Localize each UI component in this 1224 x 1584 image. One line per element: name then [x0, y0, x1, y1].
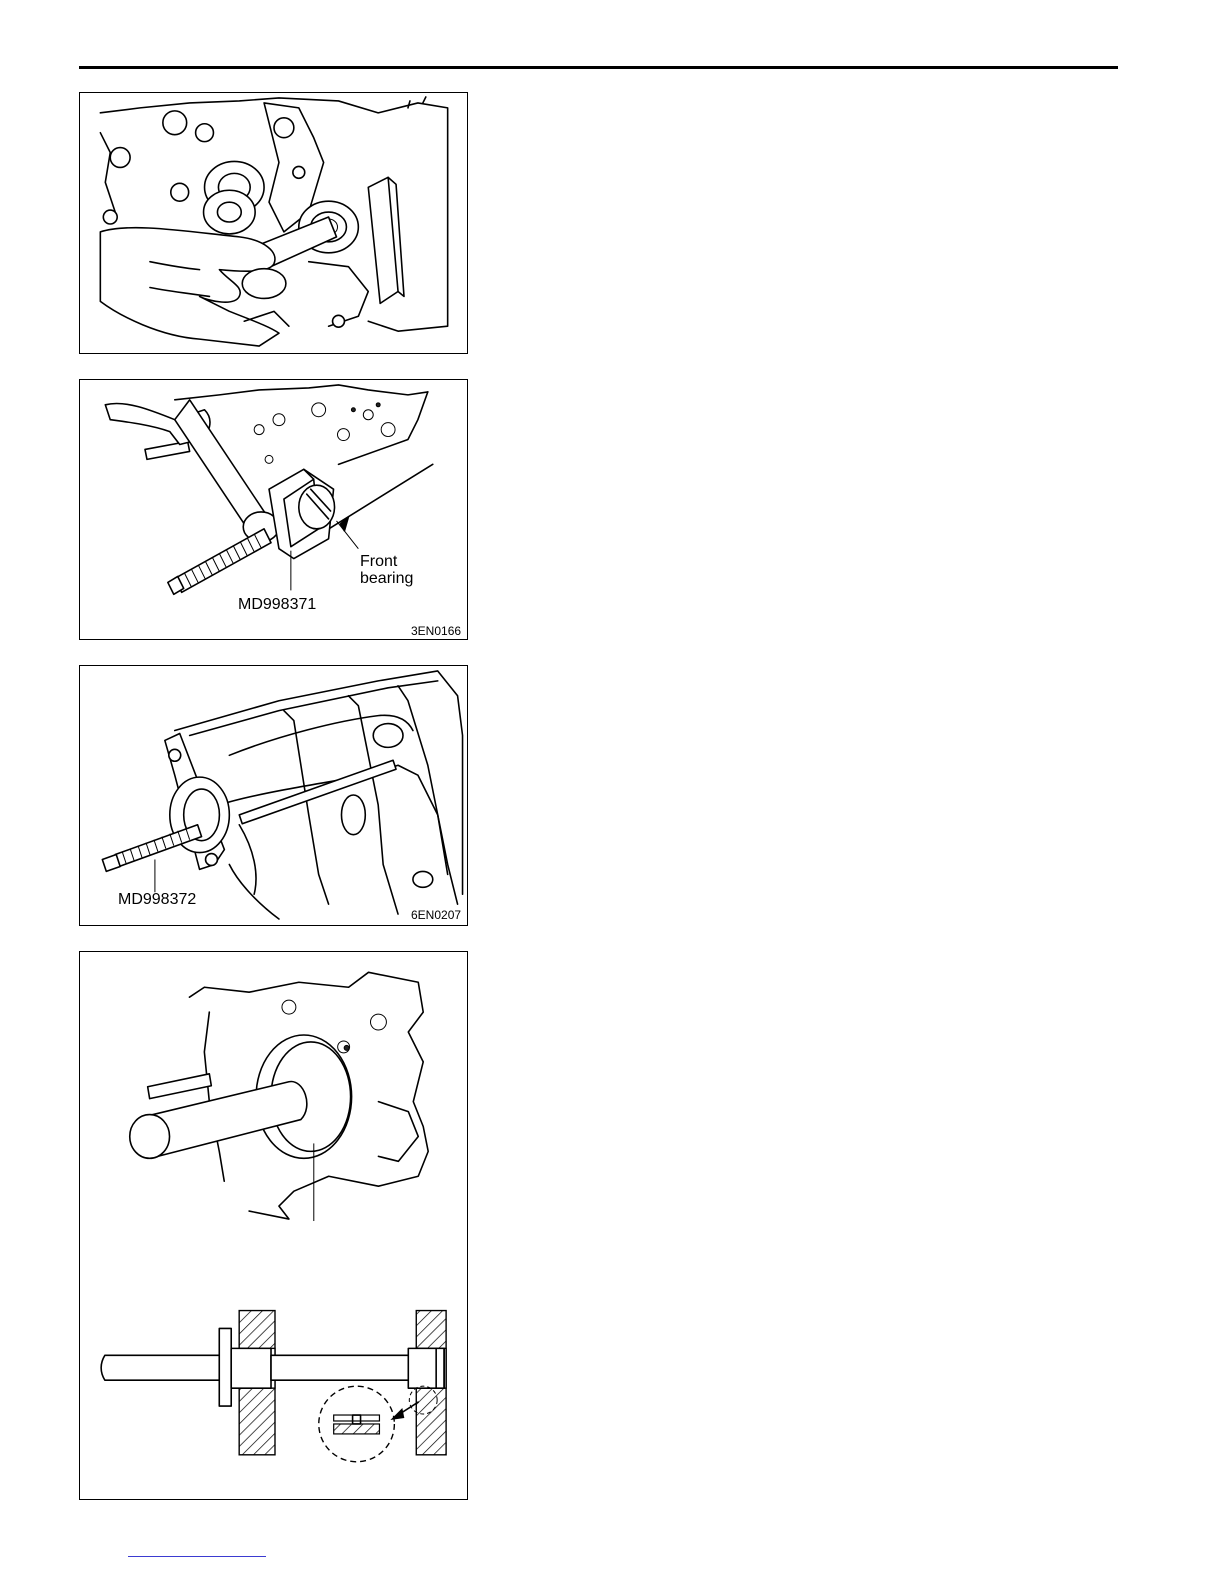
label-tool-md998372: MD998372: [118, 891, 197, 908]
header-rule: [79, 66, 1118, 69]
label-front-bearing: Front bearing: [360, 553, 414, 587]
figure-1-hand-installing-bearing-puller: [79, 92, 468, 354]
figure-code: 3EN0166: [411, 624, 462, 638]
footer-link-underline[interactable]: [128, 1556, 266, 1557]
figure-2-front-bearing-removal: [79, 379, 468, 640]
label-tool-md998371: MD998371: [238, 596, 317, 613]
figure-3-illustration: [80, 666, 467, 925]
figure-4-illustration: [80, 952, 467, 1499]
figure-code: 6EN0207: [411, 908, 462, 922]
figure-3-rear-bearing-removal: [79, 665, 468, 926]
figure-4-bearing-installation: [79, 951, 468, 1500]
figure-1-illustration: [80, 93, 467, 353]
